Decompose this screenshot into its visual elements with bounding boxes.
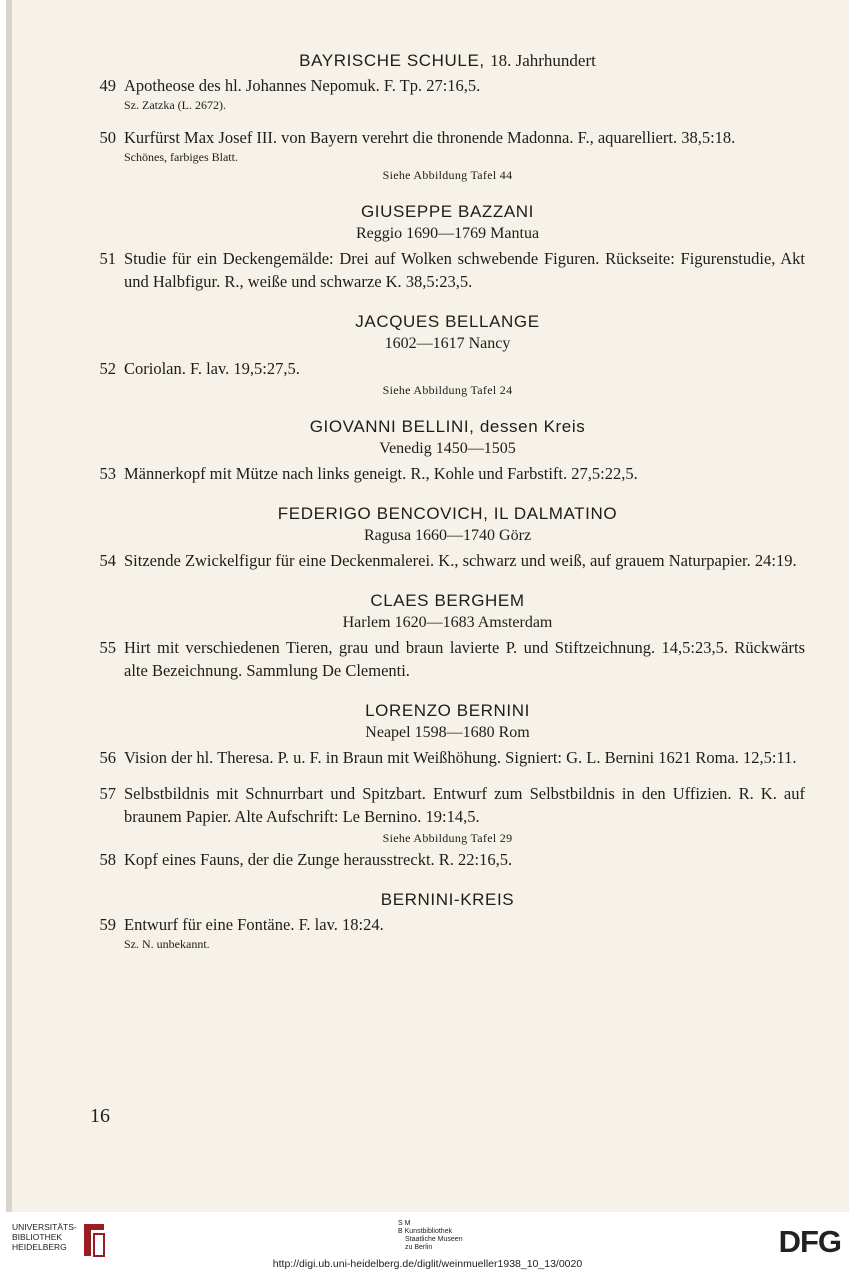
lot-description: Coriolan. F. lav. 19,5:27,5. [124, 359, 300, 378]
lot-number: 49 [99, 76, 116, 95]
artist-section [90, 503, 805, 572]
artist-heading [90, 700, 805, 722]
artist-dates: 1602—1617 Nancy [384, 335, 511, 352]
artist-section [90, 416, 805, 485]
lot-number: 50 [99, 128, 116, 147]
sm-line: S M [398, 1220, 411, 1227]
uni-line: BIBLIOTHEK [12, 1232, 63, 1242]
lot-number: 56 [99, 748, 116, 767]
artist-heading [90, 889, 805, 911]
artist-name: BERNINI-KREIS [380, 890, 515, 909]
artist-heading [90, 503, 805, 525]
artist-heading [90, 311, 805, 333]
artist-dates: Harlem 1620—1683 Amsterdam [342, 614, 553, 631]
plate-reference: Siehe Abbildung Tafel 44 [382, 168, 513, 182]
uni-line: UNIVERSITÄTS- [12, 1222, 77, 1232]
catalog-entry [90, 462, 805, 485]
artist-dates: Reggio 1690—1769 Mantua [355, 225, 540, 242]
artist-dates: Venedig 1450—1505 [379, 440, 516, 457]
artist-name: JACQUES BELLANGE [355, 312, 540, 331]
catalog-entry [90, 913, 805, 952]
lot-note: Sz. N. unbekannt. [124, 937, 210, 951]
lot-description: Hirt mit verschiedenen Tieren, grau und braun lavierte P. und Stiftzeichnung. 14,5:23,5. Rückwärts alte Bezeichnung. Sammlung De Clementi. [124, 638, 805, 680]
artist-name: CLAES BERGHEM [370, 591, 525, 610]
catalog-entry [90, 549, 805, 572]
sm-line: Staatliche Museen [405, 1236, 463, 1243]
artist-name: GIOVANNI BELLINI, dessen Kreis [309, 417, 586, 436]
artist-section [90, 201, 805, 293]
artist-section [90, 700, 805, 871]
page-number: 16 [90, 1105, 110, 1127]
lot-number: 51 [99, 249, 116, 268]
artist-name: LORENZO BERNINI [365, 701, 530, 720]
catalog-entry [90, 126, 805, 165]
sm-logo[interactable] [398, 1220, 463, 1252]
catalog-entry [90, 636, 805, 682]
artist-dates: Ragusa 1660—1740 Görz [363, 527, 532, 544]
heidelberg-logo[interactable] [12, 1222, 82, 1252]
heidelberg-emblem-icon [82, 1222, 106, 1258]
dfg-logo[interactable]: DFG [778, 1224, 841, 1259]
plate-reference: Siehe Abbildung Tafel 24 [382, 383, 513, 397]
artist-name: BAYRISCHE SCHULE, [299, 51, 485, 70]
lot-number: 53 [99, 464, 116, 483]
lot-description: Kopf eines Fauns, der die Zunge herausstreckt. R. 22:16,5. [124, 850, 513, 869]
lot-number: 57 [99, 784, 116, 803]
catalog-entry [90, 746, 805, 769]
catalog-entry [90, 357, 805, 380]
lot-description: Apotheose des hl. Johannes Nepomuk. F. Tp. 27:16,5. [124, 76, 481, 95]
uni-text [12, 1222, 82, 1252]
catalog-entry [90, 74, 805, 113]
lot-number: 58 [99, 850, 116, 869]
lot-description: Selbstbildnis mit Schnurrbart und Spitzbart. Entwurf zum Selbstbildnis in den Uffizien. R. K. auf braunem Papier. Alte Aufschrift: Le Bernino. 19:14,5. [124, 784, 805, 826]
catalog-page [6, 0, 849, 1212]
lot-number: 59 [99, 915, 116, 934]
artist-name: FEDERIGO BENCOVICH, IL DALMATINO [277, 504, 618, 523]
lot-description: Männerkopf mit Mütze nach links geneigt. R., Kohle und Farbstift. 27,5:22,5. [124, 464, 638, 483]
heading-subtitle: 18. Jahrhundert [490, 51, 596, 70]
permalink-url[interactable]: http://digi.ub.uni-heidelberg.de/diglit/weinmueller1938_10_13/0020 [272, 1258, 583, 1270]
lot-description: Kurfürst Max Josef III. von Bayern verehrt die thronende Madonna. F., aquarelliert. 38,5:18. [124, 128, 736, 147]
artist-heading [90, 416, 805, 438]
catalog-entry [90, 848, 805, 871]
artist-section [90, 50, 805, 183]
catalog-entry [90, 782, 805, 828]
uni-line: HEIDELBERG [12, 1242, 67, 1252]
lot-number: 52 [99, 359, 116, 378]
lot-description: Entwurf für eine Fontäne. F. lav. 18:24. [124, 915, 384, 934]
footer-bar [0, 1212, 855, 1273]
lot-note: Sz. Zatzka (L. 2672). [124, 98, 226, 112]
lot-description: Studie für ein Deckengemälde: Drei auf Wolken schwebende Figuren. Rückseite: Figurenstudie, Akt und Halbfigur. R., weiße und schwarze K. 38,5:23,5. [124, 249, 805, 291]
lot-number: 54 [99, 551, 116, 570]
sm-line: zu Berlin [405, 1244, 433, 1251]
plate-reference: Siehe Abbildung Tafel 29 [382, 831, 513, 845]
artist-section [90, 889, 805, 952]
catalog-content [90, 50, 805, 952]
artist-dates: Neapel 1598—1680 Rom [365, 724, 530, 741]
artist-heading [90, 50, 805, 72]
lot-note: Schönes, farbiges Blatt. [124, 150, 238, 164]
lot-description: Vision der hl. Theresa. P. u. F. in Braun mit Weißhöhung. Signiert: G. L. Bernini 1621 Roma. 12,5:11. [124, 748, 797, 767]
catalog-entry [90, 247, 805, 293]
artist-heading [90, 201, 805, 223]
artist-section [90, 311, 805, 398]
artist-name: GIUSEPPE BAZZANI [360, 202, 535, 221]
lot-number: 55 [99, 638, 116, 657]
sm-line: B Kunstbibliothek [398, 1228, 453, 1235]
artist-heading [90, 590, 805, 612]
artist-section [90, 590, 805, 682]
lot-description: Sitzende Zwickelfigur für eine Deckenmalerei. K., schwarz und weiß, auf grauem Naturpapier. 24:19. [124, 551, 797, 570]
page-edge [6, 0, 12, 1212]
